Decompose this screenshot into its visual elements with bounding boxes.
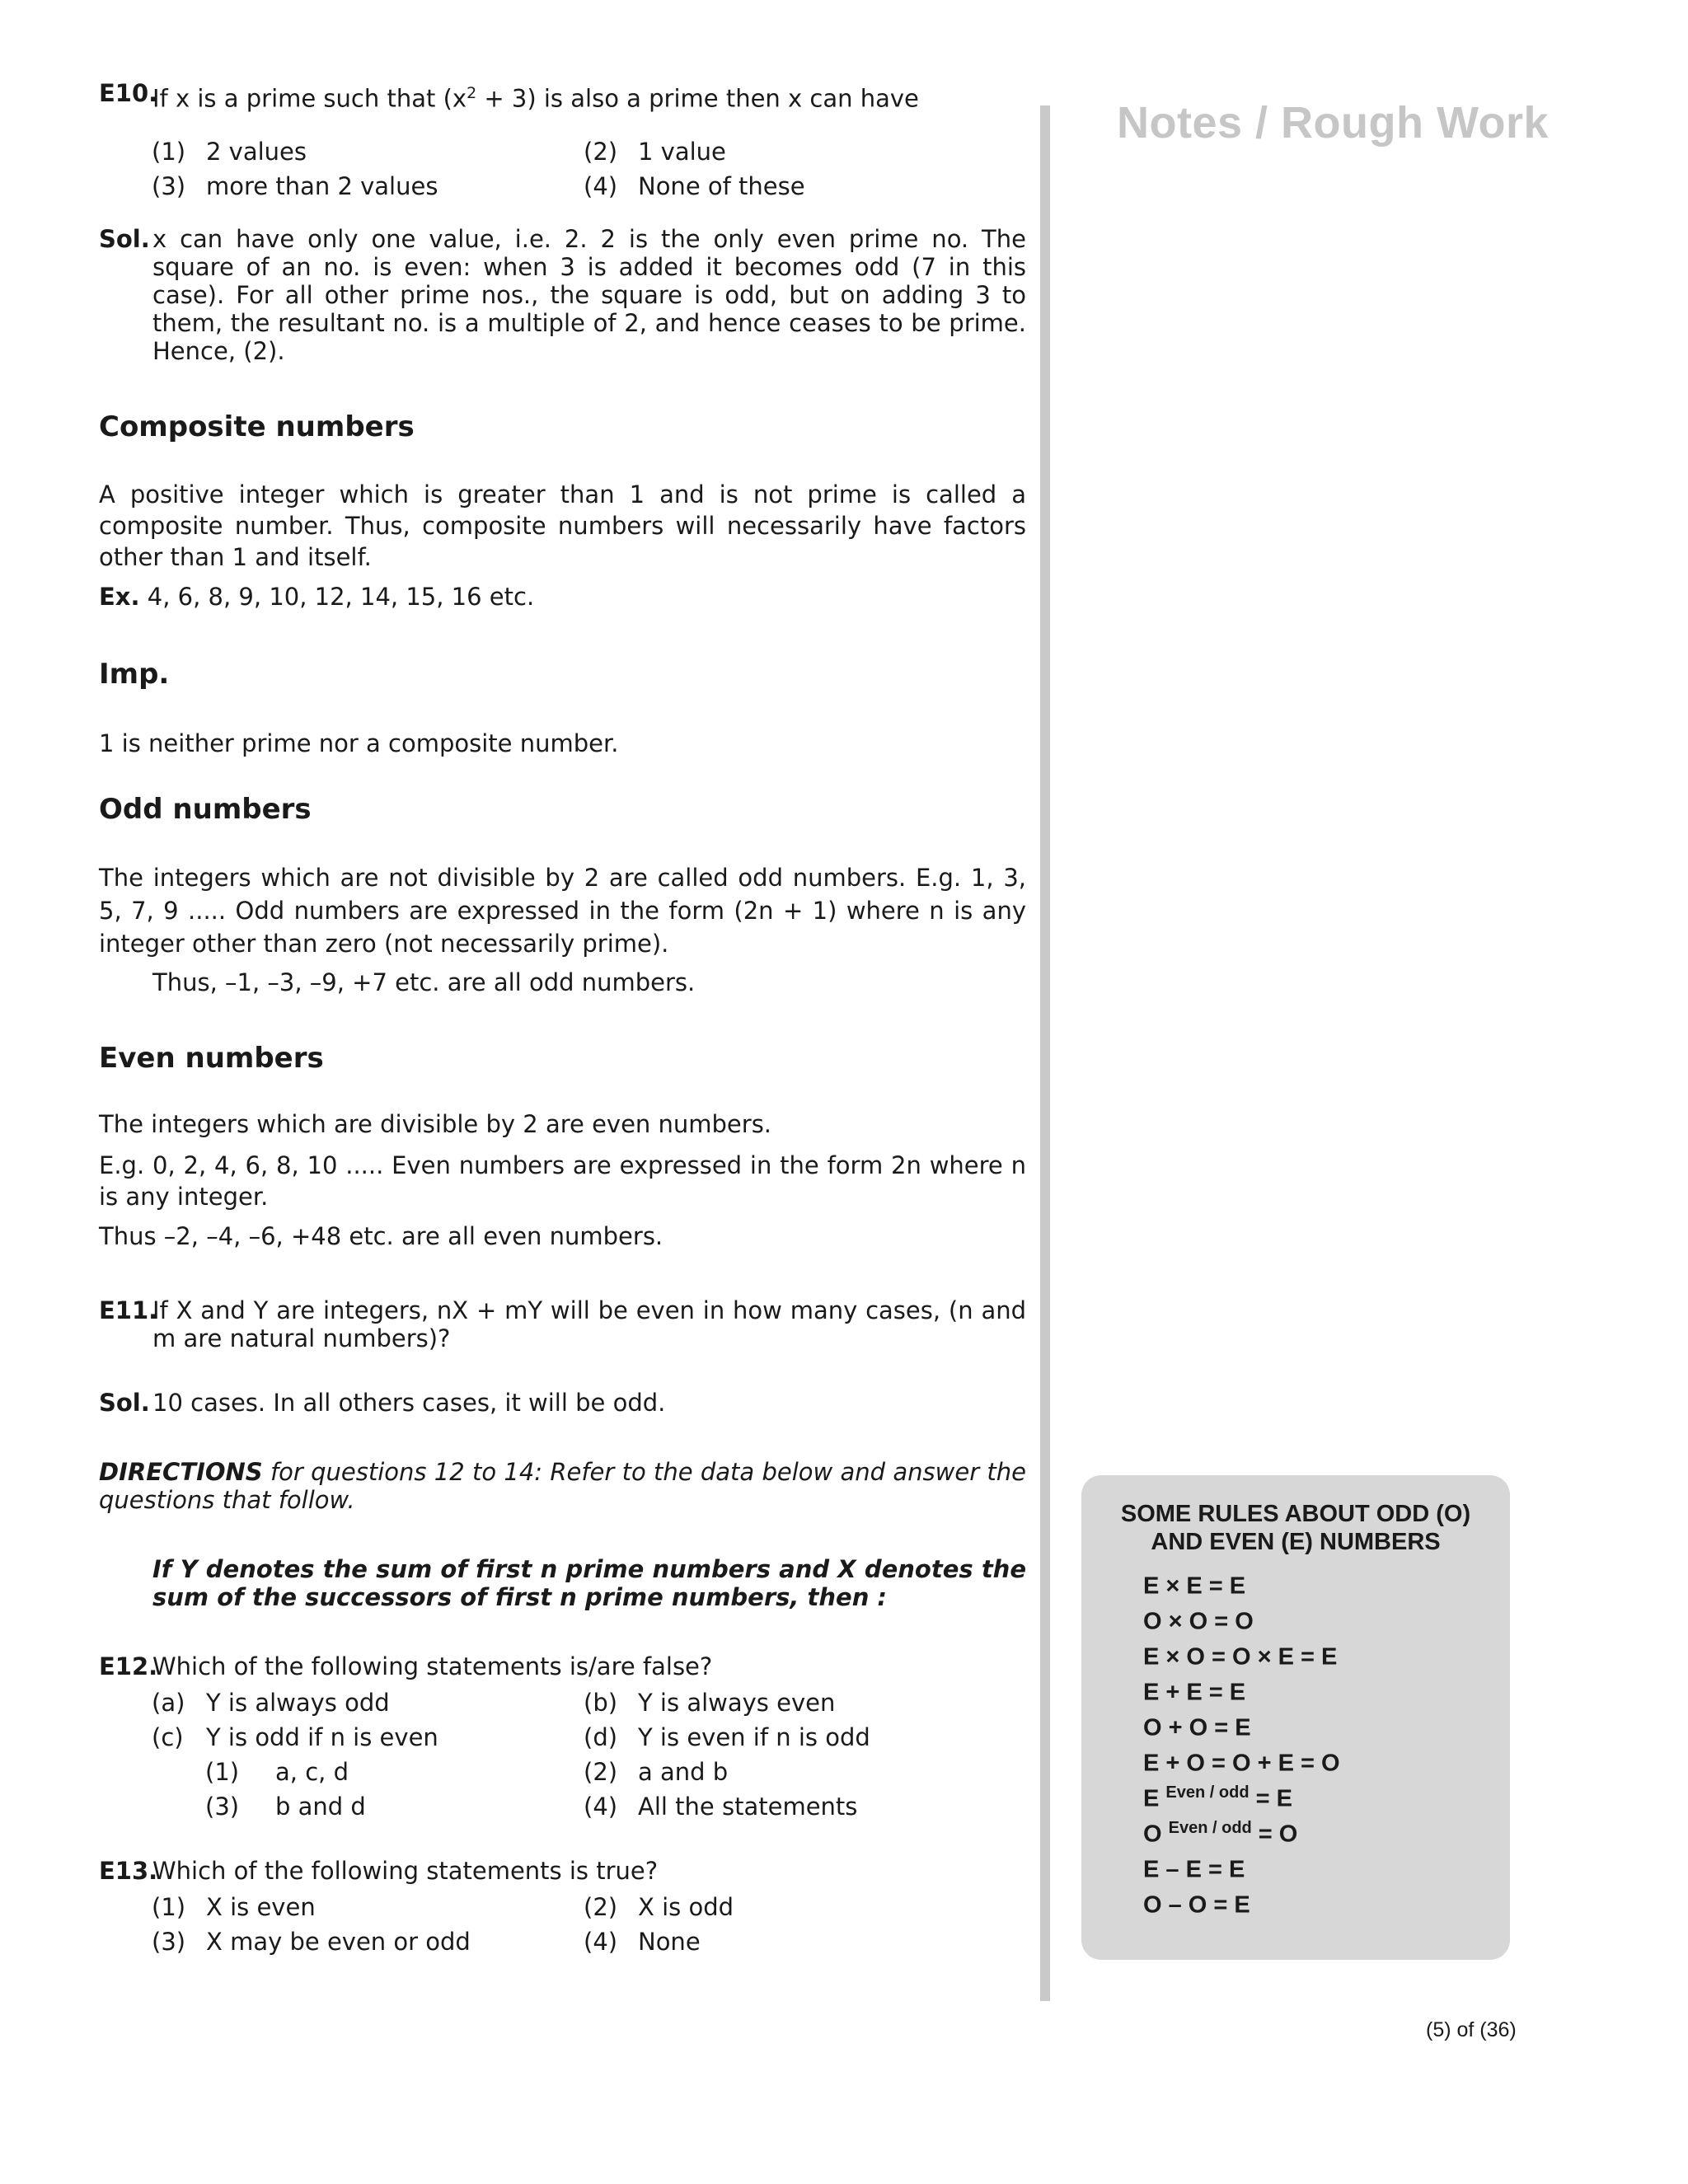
question-label: E13. [99,1856,158,1885]
heading-odd: Odd numbers [99,792,312,826]
question-label: E10. [99,79,158,107]
rules-box [1081,1475,1510,1960]
option: (3) more than 2 values [152,171,438,200]
question-label: E11. [99,1296,158,1324]
imp-text: 1 is neither prime nor a composite number. [99,729,619,757]
solution-text: x can have only one value, i.e. 2. 2 is the only even prime no. The square of an no. is even: when 3 is added it becomes odd (7 in this case). For all other prime nos., the square is odd, but on adding 3 to them, the resultant no. is a multiple of 2, and hence ceases to be prime. Hence, (2). [152,224,1026,365]
statement: (a) Y is always odd [152,1688,390,1717]
heading-imp: Imp. [99,657,170,691]
option: (1) a, c, d [205,1757,349,1786]
rule-item: O – O = E [1143,1891,1250,1919]
solution-e10 [99,225,1026,365]
rule-item: E $^{Even / odd}$ = E [1143,1783,1292,1812]
statement: (b) Y is always even [584,1688,836,1717]
option: (4) None [584,1927,701,1956]
option: (1) X is even [152,1892,316,1921]
option: (2) 1 value [584,137,726,166]
rule-item: E + O = O + E = O [1143,1750,1340,1777]
rule-item: E × O = O × E = E [1143,1643,1338,1671]
question-e11 [99,1296,1026,1352]
question-text: Which of the following statements is/are false? [152,1652,713,1680]
rule-item: E – E = E [1143,1856,1245,1883]
solution-e11 [99,1389,1026,1417]
main-content [99,79,1026,1956]
rules-list [1143,1563,1510,1917]
composite-example: Ex. 4, 6, 8, 9, 10, 12, 14, 15, 16 etc. [99,582,535,611]
odd-text: The integers which are not divisible by 2 are called odd numbers. E.g. 1, 3, 5, 7, 9 ..... Odd numbers are expressed in the form (2n + 1) where n is any integer other than zero (not necessarily prime). [99,863,1026,958]
even-thus: Thus –2, –4, –6, +48 etc. are all even numbers. [99,1221,663,1250]
statement: (d) Y is even if n is odd [584,1722,870,1751]
solution-label: Sol. [99,224,150,253]
question-label: E12. [99,1652,158,1680]
heading-composite: Composite numbers [99,410,415,443]
statements-e12 [152,1689,1026,1821]
rule-item: O $^{Even / odd}$ = O [1143,1819,1298,1848]
composite-text: A positive integer which is greater than 1 and is not prime is called a composite number. Thus, composite numbers will necessarily have factors other than 1 and itself. [99,480,1026,571]
solution-label: Sol. [99,1388,150,1417]
question-e12 [99,1652,1026,1680]
even-text-1: The integers which are divisible by 2 are even numbers. [99,1109,772,1138]
question-e10 [99,79,1026,113]
rule-item: O + O = E [1143,1714,1251,1741]
question-text: If x is a prime such that $(x^2 + 3)$ is also a prime then x can have [152,84,919,113]
notes-title: Notes / Rough Work [1117,98,1550,148]
rule-item: E + E = E [1143,1679,1246,1706]
option: (2) X is odd [584,1892,734,1921]
statement: (c) Y is odd if n is even [152,1722,438,1751]
directions: DIRECTIONS for questions 12 to 14: Refer to the data below and answer the questions that follow. [99,1457,1026,1514]
column-divider [1040,105,1050,2001]
question-e13 [99,1857,1026,1885]
even-text-2: E.g. 0, 2, 4, 6, 8, 10 ..... Even numbers are expressed in the form 2n where n is any integer. [99,1151,1026,1211]
options-e13 [152,1893,1026,1956]
question-text: Which of the following statements is true? [152,1856,659,1885]
options-e10 [152,138,1026,200]
rule-item: O × O = O [1143,1608,1254,1635]
option: (2) a and b [584,1757,729,1786]
option: (4) None of these [584,171,805,200]
option: (3) X may be even or odd [152,1927,471,1956]
question-text: If X and Y are integers, nX + mY will be even in how many cases, (n and m are natural numbers)? [152,1296,1026,1352]
rules-box-title: SOME RULES ABOUT ODD (O) AND EVEN (E) NUMBERS [1120,1501,1471,1555]
option: (4) All the statements [584,1792,858,1821]
option: (3) b and d [205,1792,366,1821]
solution-text: 10 cases. In all others cases, it will be odd. [152,1388,666,1417]
directions-data: If Y denotes the sum of first n prime numbers and X denotes the sum of the successors of first n prime numbers, then : [152,1554,1026,1611]
odd-thus: Thus, –1, –3, –9, +7 etc. are all odd numbers. [152,968,696,996]
option: (1) 2 values [152,137,307,166]
rule-item: E × E = E [1143,1572,1246,1600]
heading-even: Even numbers [99,1041,324,1075]
page-number: (5) of (36) [1426,2018,1517,2041]
